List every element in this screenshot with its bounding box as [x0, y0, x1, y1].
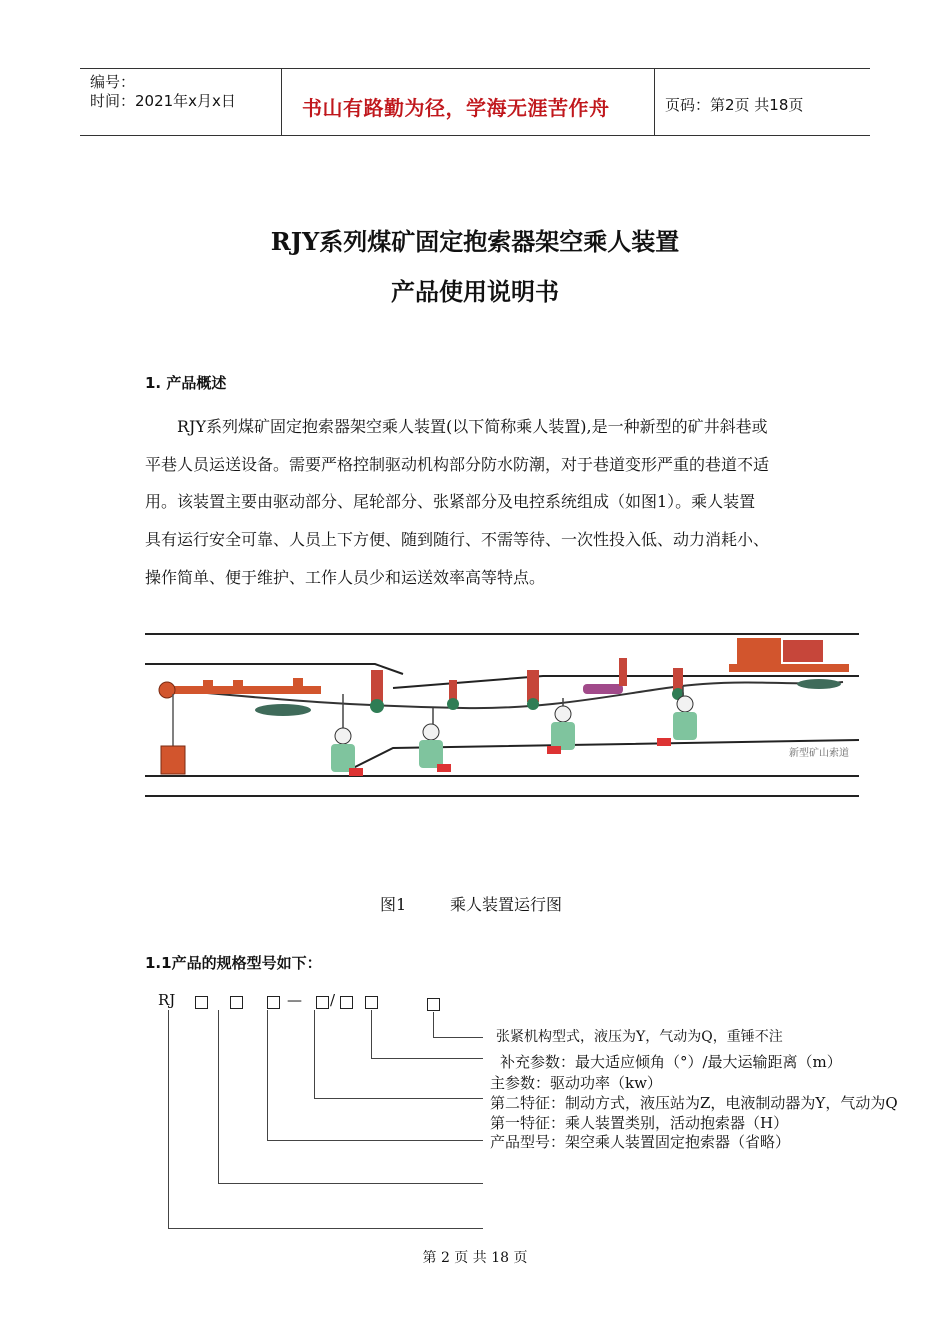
connector-line [314, 1010, 315, 1098]
rider [331, 694, 363, 776]
section-1-1-heading: 1.1产品的规格型号如下： [145, 954, 322, 972]
model-desc-supplementary: 补充参数：最大适应倾角（°）/最大运输距离（m） [500, 1053, 842, 1071]
model-placeholder-box [195, 996, 208, 1009]
connector-line [267, 1140, 483, 1141]
model-desc-product-type: 产品型号：架空乘人装置固定抱索器（省略） [490, 1133, 791, 1151]
paragraph-line: 平巷人员运送设备。需要严格控制驱动机构部分防水防潮，对于巷道变形严重的巷道不适 [145, 455, 770, 474]
connector-line [218, 1183, 483, 1184]
section-1-heading: 1. 产品概述 [145, 374, 227, 392]
header-divider-left [281, 68, 282, 136]
ropeway-illustration [143, 628, 861, 808]
header-page-label: 页码：第2页 共18页 [665, 96, 804, 114]
document-subtitle: 产品使用说明书 [391, 277, 559, 306]
connector-line [168, 1228, 483, 1229]
tail-station [159, 678, 321, 774]
header-top-rule [80, 68, 870, 69]
connector-line [218, 1010, 219, 1183]
page-footer: 第 2 页 共 18 页 [422, 1250, 528, 1266]
rider [547, 698, 575, 754]
connector-line [371, 1058, 483, 1059]
model-placeholder-box [316, 996, 329, 1009]
paragraph-line: 具有运行安全可靠、人员上下方便、随到随行、不需等待、一次性投入低、动力消耗小、 [145, 530, 770, 549]
figure-watermark: 新型矿山索道 [789, 748, 849, 759]
figure-caption-number: 图1 [380, 895, 407, 914]
header-number-label: 编号： [90, 73, 136, 91]
paragraph-line: RJY系列煤矿固定抱索器架空乘人装置(以下简称乘人装置),是一种新型的矿井斜巷或 [177, 417, 768, 436]
connector-line [433, 1037, 483, 1038]
haul-rope [173, 682, 843, 708]
rider [419, 708, 451, 772]
model-placeholder-box [365, 996, 378, 1009]
connector-line [267, 1010, 268, 1140]
connector-line [314, 1098, 483, 1099]
document-title: RJY系列煤矿固定抱索器架空乘人装置 [270, 227, 680, 256]
model-placeholder-box [267, 996, 280, 1009]
header-divider-right [654, 68, 655, 136]
header-motto: 书山有路勤为径，学海无涯苦作舟 [302, 96, 610, 120]
model-slash: / [330, 991, 336, 1009]
model-desc-second-feature: 第二特征：制动方式，液压站为Z，电液制动器为Y，气动为Q [490, 1094, 898, 1112]
model-placeholder-box [427, 998, 440, 1011]
model-dash: — [287, 991, 302, 1009]
model-placeholder-box [340, 996, 353, 1009]
connector-line [168, 1010, 169, 1228]
connector-line [433, 1012, 434, 1038]
model-desc-first-feature: 第一特征：乘人装置类别，活动抱索器（H） [490, 1114, 789, 1132]
header-date-label: 时间：2021年x月x日 [90, 92, 236, 110]
header-bottom-rule [80, 135, 870, 136]
paragraph-line: 操作简单、便于维护、工作人员少和运送效率高等特点。 [145, 568, 546, 587]
model-prefix: RJ [158, 991, 176, 1009]
model-desc-main-param: 主参数：驱动功率（kw） [490, 1074, 662, 1092]
figure-caption-text: 乘人装置运行图 [450, 895, 563, 914]
model-placeholder-box [230, 996, 243, 1009]
drive-station [729, 638, 849, 689]
model-desc-tension: 张紧机构型式，液压为Y，气动为Q，重锤不注 [496, 1029, 783, 1045]
connector-line [371, 1010, 372, 1058]
paragraph-line: 用。该装置主要由驱动部分、尾轮部分、张紧部分及电控系统组成（如图1）。乘人装置 [145, 492, 756, 511]
